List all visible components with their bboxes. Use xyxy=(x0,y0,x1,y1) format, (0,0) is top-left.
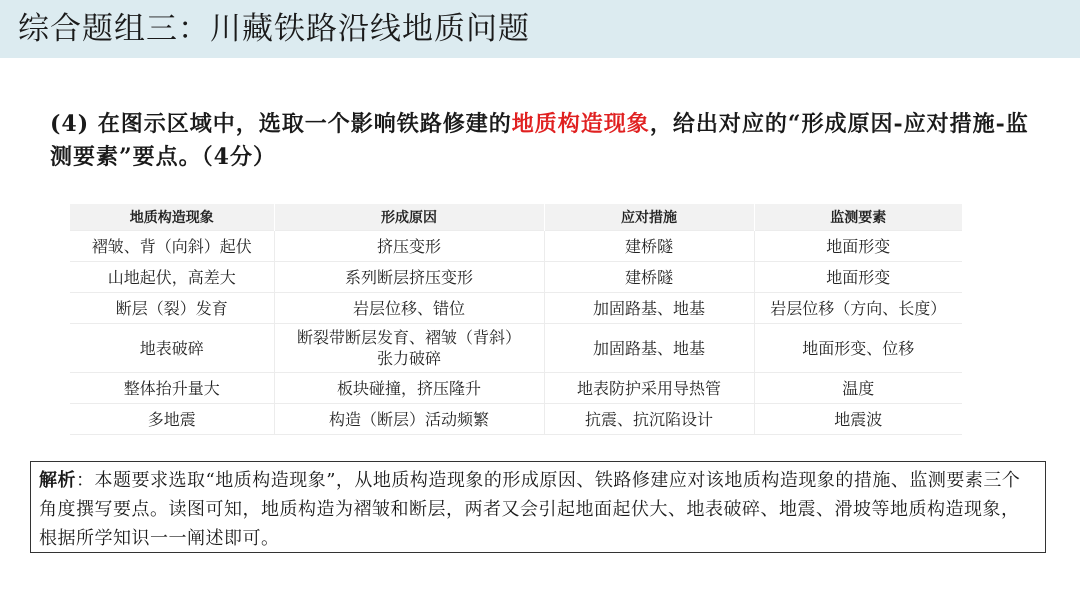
page-title: 综合题组三：川藏铁路沿线地质问题 xyxy=(18,11,530,47)
table-cell: 建桥隧 xyxy=(544,231,754,262)
question-prefix: (4) 在图示区域中，选取一个影响铁路修建的 xyxy=(50,111,512,137)
analysis-text: ：本题要求选取“地质构造现象”，从地质构造现象的形成原因、铁路修建应对该地质构造现象的措施、监测要素三个角度撰写要点。读图可知，地质构造为褶皱和断层，两者又会引起地面起伏大、地表破碎、地震、滑坡等地质构造现象，根据所学知识一一阐述即可。 xyxy=(39,470,1021,549)
table-cell: 地表防护采用导热管 xyxy=(544,373,754,404)
table-cell: 岩层位移（方向、长度） xyxy=(754,293,962,324)
table-cell: 温度 xyxy=(754,373,962,404)
table-cell: 地表破碎 xyxy=(70,324,274,373)
table-row xyxy=(70,262,962,293)
table-row xyxy=(70,324,962,373)
table-cell: 构造（断层）活动频繁 xyxy=(274,404,544,435)
table-cell: 加固路基、地基 xyxy=(544,293,754,324)
table-row xyxy=(70,373,962,404)
table-cell: 系列断层挤压变形 xyxy=(274,262,544,293)
table-cell: 断层（裂）发育 xyxy=(70,293,274,324)
table-row xyxy=(70,404,962,435)
column-header: 监测要素 xyxy=(754,204,962,231)
question-highlight: 地质构造现象 xyxy=(511,111,650,137)
table-cell: 建桥隧 xyxy=(544,262,754,293)
table-cell: 地震波 xyxy=(754,404,962,435)
table-cell: 地面形变、位移 xyxy=(754,324,962,373)
table-cell: 多地震 xyxy=(70,404,274,435)
column-header: 应对措施 xyxy=(544,204,754,231)
table-cell: 地面形变 xyxy=(754,262,962,293)
table-cell: 褶皱、背（向斜）起伏 xyxy=(70,231,274,262)
column-header: 形成原因 xyxy=(274,204,544,231)
table-cell: 整体抬升量大 xyxy=(70,373,274,404)
table-cell: 抗震、抗沉陷设计 xyxy=(544,404,754,435)
table-cell: 地面形变 xyxy=(754,231,962,262)
table-cell: 加固路基、地基 xyxy=(544,324,754,373)
table-row xyxy=(70,231,962,262)
analysis-box xyxy=(30,461,1046,553)
table-cell: 山地起伏，高差大 xyxy=(70,262,274,293)
analysis-label: 解析 xyxy=(39,470,76,491)
table-cell: 断裂带断层发育、褶皱（背斜）张力破碎 xyxy=(274,324,544,373)
question-suffix: ，给出对应的“形成原因-应对措施-监测要素”要点。（4分） xyxy=(50,111,1029,170)
column-header: 地质构造现象 xyxy=(70,204,274,231)
table-cell: 板块碰撞，挤压隆升 xyxy=(274,373,544,404)
table-cell: 挤压变形 xyxy=(274,231,544,262)
question-text xyxy=(50,108,1050,174)
table-header-row xyxy=(70,204,962,231)
table-cell: 岩层位移、错位 xyxy=(274,293,544,324)
table-row xyxy=(70,293,962,324)
geology-table xyxy=(70,204,962,435)
